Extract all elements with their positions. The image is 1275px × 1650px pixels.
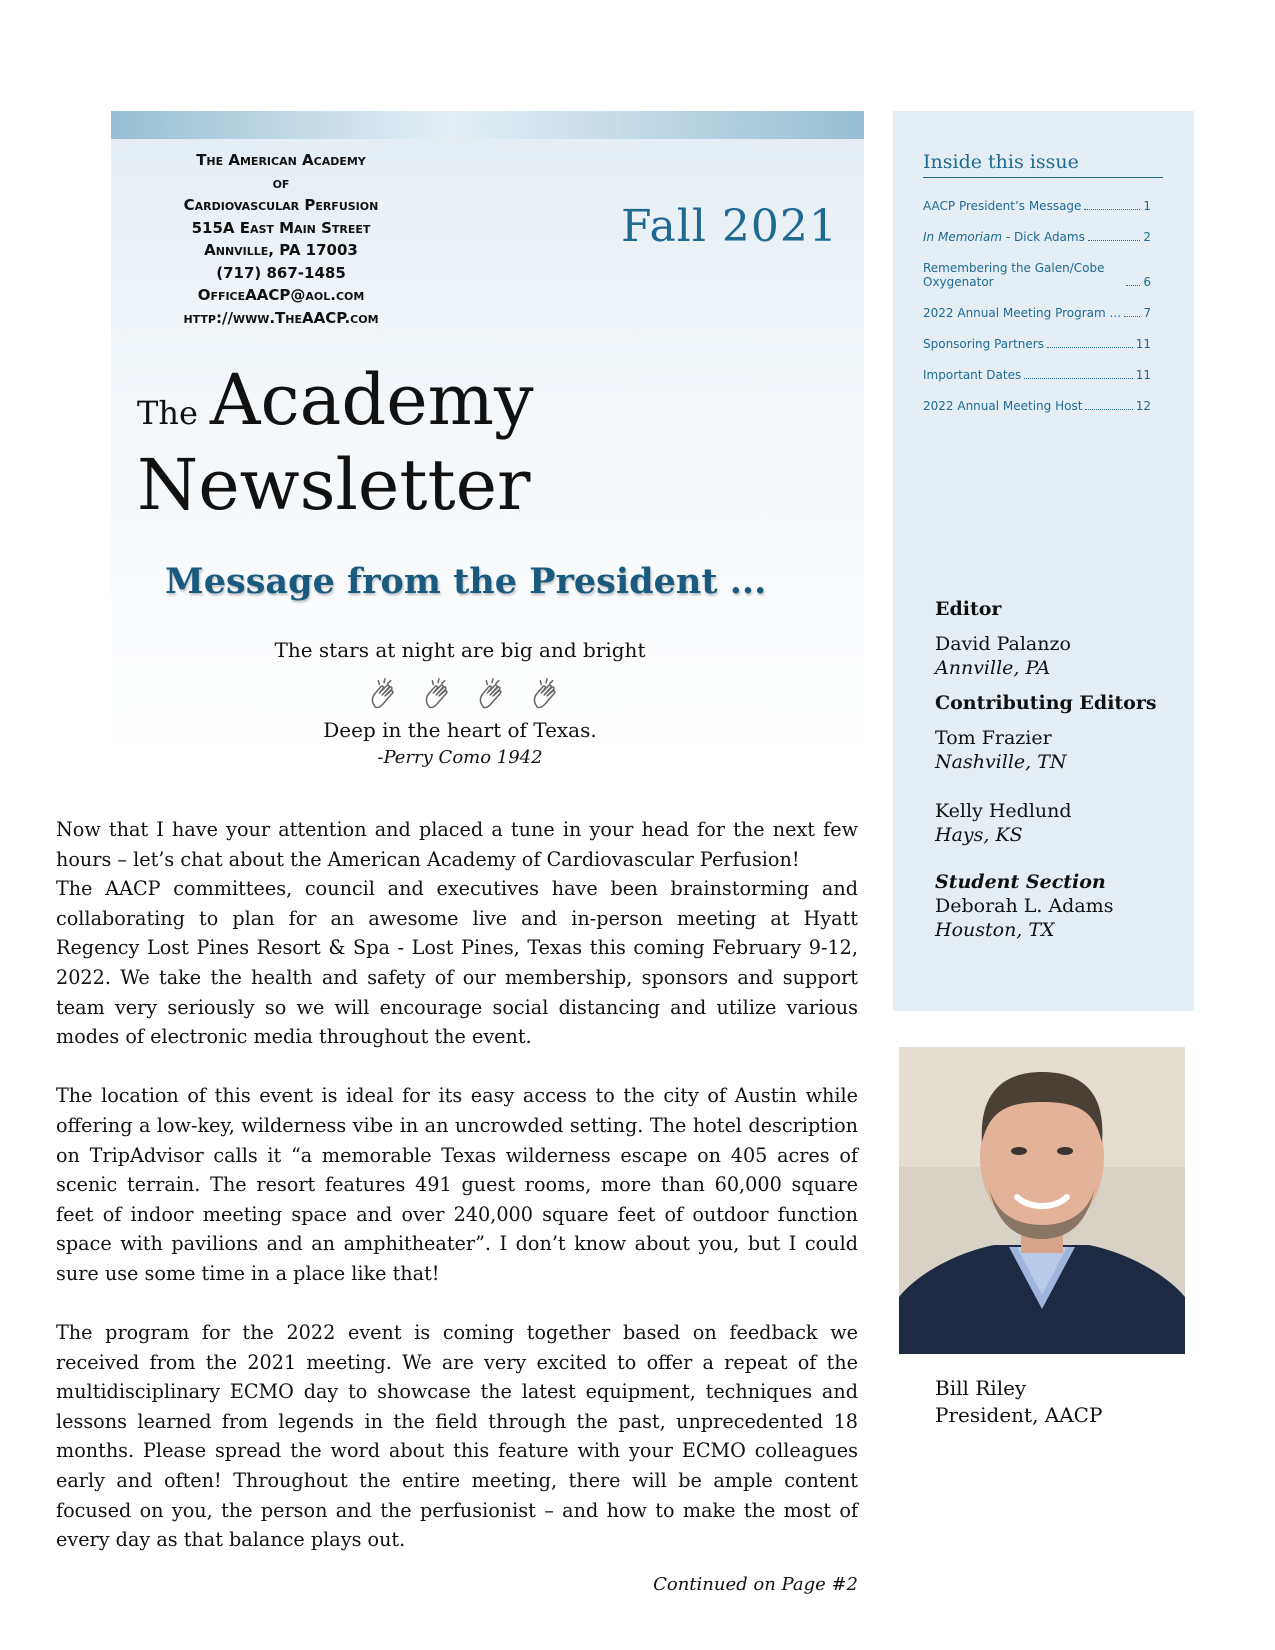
clap-icon-row bbox=[366, 675, 566, 715]
article-paragraph: The program for the 2022 event is coming together based on feedback we received from the 2021 meeting. We are very excited to offer a repeat of the multidisciplinary ECMO day to showcase the latest equipment, techniques and lessons learned from legends in the field through the past, unprecedented 18 months. Please spread the word about this feature with your ECMO colleagues early and often! Throughout the entire meeting, there will be ample content focused on you, the person and the perfusionist – and how to make the most of every day as that balance plays out. bbox=[56, 1321, 858, 1552]
toc-item-page: 11 bbox=[1135, 368, 1151, 382]
title-newsletter: Newsletter bbox=[137, 444, 531, 526]
toc-item-page: 1 bbox=[1143, 199, 1151, 213]
toc-item[interactable] bbox=[923, 261, 1151, 289]
address-line: Annville, PA 17003 bbox=[204, 241, 358, 259]
toc-item-title: AACP President’s Message bbox=[923, 199, 1082, 213]
article-paragraph: The AACP committees, council and executives have been brainstorming and collaborating to plan for an awesome live and in-person meeting at Hyatt Regency Lost Pines Resort & Spa - Lost Pines, Texas this coming February 9-12, 2022. We take the health and safety of our membership, sponsors and support team very seriously so we will encourage social distancing and utilize various modes of electronic media throughout the event. bbox=[56, 877, 858, 1049]
photo-caption-role: President, AACP bbox=[935, 1403, 1103, 1427]
toc-item[interactable] bbox=[923, 306, 1151, 320]
contributor-location: Nashville, TN bbox=[935, 751, 1067, 773]
issue-date: Fall 2021 bbox=[621, 201, 838, 252]
editor-label: Editor bbox=[935, 598, 1002, 620]
toc-item-page: 2 bbox=[1143, 230, 1151, 244]
address-email: OfficeAACP@aol.com bbox=[197, 286, 365, 304]
contributing-editors-label: Contributing Editors bbox=[935, 692, 1157, 714]
editor-name: David Palanzo bbox=[935, 633, 1071, 655]
toc-item-title: Sponsoring Partners bbox=[923, 337, 1044, 351]
address-line: (717) 867-1485 bbox=[216, 263, 346, 282]
article-paragraph: Now that I have your attention and placed a tune in your head for the next few hours – let’s chat about the American Academy of Cardiovascular Perfusion! bbox=[56, 818, 858, 871]
contributor-name: Tom Frazier bbox=[935, 727, 1052, 749]
toc-leader bbox=[1088, 240, 1141, 241]
address-line: The American Academy bbox=[196, 151, 366, 169]
lyric-line: Deep in the heart of Texas. bbox=[323, 718, 597, 742]
newsletter-title-line1 bbox=[137, 359, 534, 441]
president-portrait-image bbox=[899, 1047, 1185, 1354]
president-photo bbox=[899, 1047, 1185, 1354]
address-line: Cardiovascular Perfusion bbox=[183, 196, 379, 214]
toc-item-title: 2022 Annual Meeting Program ... bbox=[923, 306, 1121, 320]
title-the: The bbox=[137, 394, 198, 432]
clapping-hands-icon bbox=[366, 675, 404, 713]
toc-leader bbox=[1085, 409, 1132, 410]
toc-item-page: 6 bbox=[1143, 275, 1151, 289]
clapping-hands-icon bbox=[528, 675, 566, 713]
section-heading: Message from the President ... bbox=[165, 561, 767, 602]
clapping-hands-icon bbox=[474, 675, 512, 713]
masthead-top-bar bbox=[111, 111, 864, 139]
toc-item-title: 2022 Annual Meeting Host bbox=[923, 399, 1083, 413]
toc-leader bbox=[1024, 378, 1132, 379]
masthead bbox=[111, 111, 864, 768]
lyric-attribution: -Perry Como 1942 bbox=[377, 747, 543, 768]
sidebar bbox=[893, 111, 1194, 1011]
organization-address bbox=[141, 149, 421, 329]
toc-item[interactable] bbox=[923, 399, 1151, 413]
toc-item-title bbox=[923, 230, 1085, 244]
continued-on-page-link[interactable]: Continued on Page #2 bbox=[653, 1574, 858, 1595]
contributor-name: Kelly Hedlund bbox=[935, 800, 1072, 822]
contributor-location: Hays, KS bbox=[935, 824, 1023, 846]
clapping-hands-icon bbox=[420, 675, 458, 713]
president-message-article bbox=[56, 815, 858, 1584]
toc-item-page: 12 bbox=[1135, 399, 1151, 413]
address-line: 515A East Main Street bbox=[191, 218, 371, 237]
toc-item-title: Important Dates bbox=[923, 368, 1022, 382]
student-editor-name: Deborah L. Adams bbox=[935, 895, 1114, 917]
address-line: of bbox=[272, 173, 290, 192]
title-academy: Academy bbox=[209, 359, 534, 441]
photo-caption-name: Bill Riley bbox=[935, 1376, 1027, 1400]
toc-item-page: 7 bbox=[1143, 306, 1151, 320]
toc-item[interactable] bbox=[923, 337, 1151, 351]
toc-item-title: Remembering the Galen/Cobe Oxygenator bbox=[923, 261, 1105, 289]
editor-location: Annville, PA bbox=[935, 657, 1051, 679]
toc-leader bbox=[1047, 347, 1133, 348]
toc-leader bbox=[1126, 285, 1140, 286]
toc-item-title-italic: In Memoriam bbox=[923, 230, 1003, 244]
toc-leader bbox=[1124, 316, 1140, 317]
toc-item-title-rest: - Dick Adams bbox=[1002, 230, 1085, 244]
article-paragraph: The location of this event is ideal for its easy access to the city of Austin while offering a low-key, wilderness vibe in an uncrowded setting. The hotel description on TripAdvisor calls it “a memorable Texas wilderness escape on 405 acres of scenic terrain. The resort features 491 guest rooms, more than 60,000 square feet of indoor meeting space and over 240,000 square feet of outdoor function space with pavilions and an amphitheater”. I don’t know about you, but I could sure use some time in a place like that! bbox=[56, 1084, 858, 1285]
toc-heading: Inside this issue bbox=[923, 151, 1163, 178]
toc-leader bbox=[1084, 209, 1140, 210]
lyric-line: The stars at night are big and bright bbox=[274, 638, 646, 662]
student-editor-location: Houston, TX bbox=[935, 919, 1055, 941]
toc-item[interactable] bbox=[923, 368, 1151, 382]
table-of-contents bbox=[923, 199, 1151, 430]
toc-item[interactable] bbox=[923, 199, 1151, 213]
toc-item[interactable] bbox=[923, 230, 1151, 244]
toc-item-page: 11 bbox=[1135, 337, 1151, 351]
student-section-label: Student Section bbox=[935, 871, 1106, 893]
address-website: http://www.TheAACP.com bbox=[183, 308, 379, 327]
